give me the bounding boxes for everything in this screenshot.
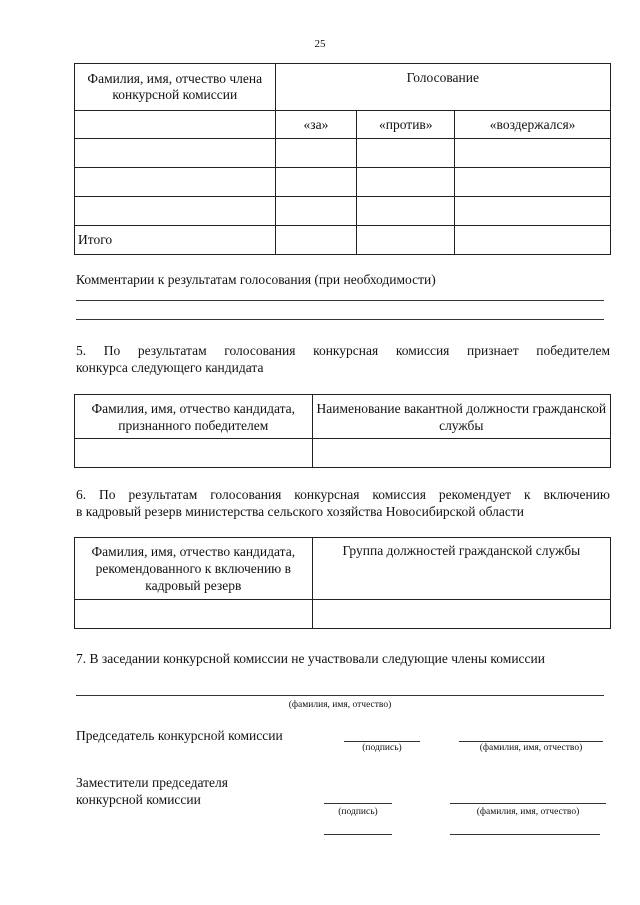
absent-members-line [76, 695, 604, 696]
comments-label: Комментарии к результатам голосования (при необходимости) [76, 272, 436, 287]
chair-label: Председатель конкурсной комиссии [76, 728, 283, 743]
chair-signature-line [344, 741, 420, 742]
table-cell [75, 111, 276, 139]
chair-name-line [459, 741, 603, 742]
table-row [75, 439, 611, 468]
col-for: «за» [275, 111, 357, 139]
reserve-col-group: Группа должностей гражданской службы [312, 538, 610, 600]
header-member: Фамилия, имя, отчество члена конкурсной комиссии [75, 64, 276, 111]
table-row [75, 197, 611, 226]
table-row [75, 168, 611, 197]
deputy-signature-caption: (подпись) [338, 807, 378, 817]
chair-signature-caption: (подпись) [362, 743, 402, 753]
section7-text: 7. В заседании конкурсной комиссии не участвовали следующие члены комиссии [76, 651, 545, 666]
comments-line [76, 300, 604, 301]
winner-col-position: Наименование вакантной должности гражданской службы [312, 395, 610, 439]
reserve-col-name: Фамилия, имя, отчество кандидата, рекомендованного к включению в кадровый резерв [75, 538, 313, 600]
comments-line [76, 319, 604, 320]
chair-name-caption: (фамилия, имя, отчество) [479, 743, 583, 753]
col-abstained: «воздержался» [455, 111, 611, 139]
deputies-label-line1: Заместители председателя [76, 775, 228, 790]
reserve-table [74, 537, 611, 629]
col-against: «против» [357, 111, 455, 139]
winner-col-name: Фамилия, имя, отчество кандидата, признанного победителем [75, 395, 313, 439]
voting-table [74, 63, 611, 255]
deputies-label-line2: конкурсной комиссии [76, 792, 201, 807]
total-label: Итого [75, 226, 276, 255]
section6-line1: 6. По результатам голосования конкурсная комиссия рекомендует к включению [76, 487, 610, 502]
section5-line1: 5. По результатам голосования конкурсная комиссия признает победителем [76, 343, 610, 358]
deputy-signature-line-2 [324, 834, 392, 835]
winner-table [74, 394, 611, 468]
section5-line2: конкурса следующего кандидата [76, 360, 264, 375]
page-number: 25 [314, 38, 326, 50]
absent-members-caption: (фамилия, имя, отчество) [288, 700, 392, 710]
table-row [75, 600, 611, 629]
deputy-signature-line [324, 803, 392, 804]
table-row [75, 139, 611, 168]
header-voting: Голосование [275, 64, 610, 111]
deputy-name-caption: (фамилия, имя, отчество) [476, 807, 580, 817]
deputy-name-line [450, 803, 606, 804]
deputy-name-line-2 [450, 834, 600, 835]
section6-line2: в кадровый резерв министерства сельского хозяйства Новосибирской области [76, 504, 525, 519]
